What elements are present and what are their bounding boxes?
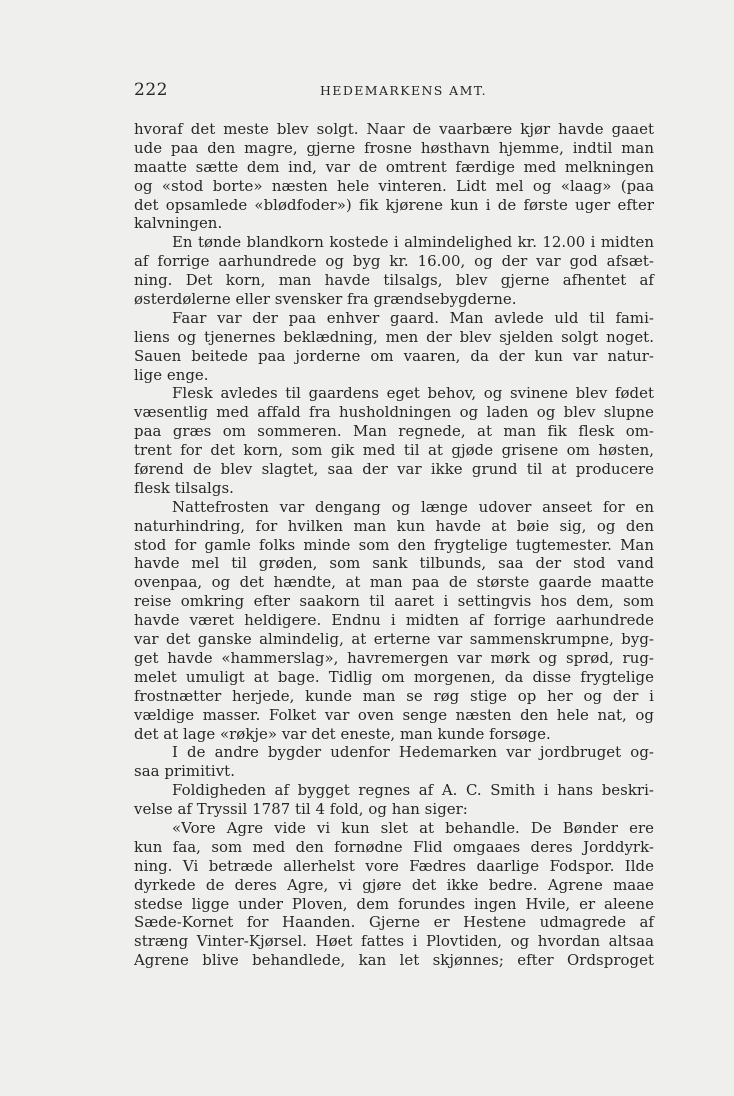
text-line: reise omkring efter saakorn til aaret i settingvis hos dem, som — [134, 592, 654, 611]
text-line: ude paa den magre, gjerne frosne høsthavn hjemme, indtil man — [134, 138, 654, 157]
text-line: velse af Tryssil 1787 til 4 fold, og han siger: — [134, 800, 468, 819]
text-line: var det ganske almindelig, at erterne var sammenskrumpne, byg- — [134, 630, 654, 649]
text-line: Faar var der paa enhver gaard. Man avlede uld til fami- — [172, 308, 654, 327]
text-line: Sauen beitede paa jorderne om vaaren, da der kun var natur- — [134, 346, 654, 365]
text-line: Flesk avledes til gaardens eget behov, og svinene blev fødet — [172, 384, 654, 403]
text-line: kalvningen. — [134, 214, 223, 233]
text-line: I de andre bygder udenfor Hedemarken var jordbruget og- — [172, 743, 654, 762]
text-line: dyrkede de deres Agre, vi gjøre det ikke bedre. Agrene maae — [134, 875, 654, 894]
text-line: flesk tilsalgs. — [134, 478, 234, 497]
text-line: get havde «hammerslag», havremergen var mørk og sprød, rug- — [134, 648, 654, 667]
text-line: væsentlig med affald fra husholdningen og laden og blev slupne — [134, 403, 654, 422]
text-line: kun faa, som med den fornødne Flid omgaaes deres Jorddyrk- — [134, 837, 654, 856]
text-line: «Vore Agre vide vi kun slet at behandle. De Bønder ere — [172, 818, 654, 837]
text-line: havde mel til grøden, som sank tilbunds, saa der stod vand — [134, 554, 654, 573]
text-line: og «stod borte» næsten hele vinteren. Lidt mel og «laag» (paa — [134, 176, 654, 195]
text-line: stræng Vinter-Kjørsel. Høet fattes i Plovtiden, og hvordan altsaa — [134, 932, 654, 951]
text-line: af forrige aarhundrede og byg kr. 16.00, og der var god afsæt- — [134, 252, 654, 271]
text-line: lige enge. — [134, 365, 209, 384]
text-line: stod for gamle folks minde som den frygtelige tugtemester. Man — [134, 535, 654, 554]
text-line: vældige masser. Folket var oven senge næsten den hele nat, og — [134, 705, 654, 724]
running-title: HEDEMARKENS AMT. — [320, 83, 488, 98]
text-line: østerdølerne eller svensker fra grændsebygderne. — [134, 290, 517, 309]
text-line: frostnætter herjede, kunde man se røg stige op her og der i — [134, 686, 654, 705]
text-line: det at lage «røkje» var det eneste, man kunde forsøge. — [134, 724, 551, 743]
text-line: naturhindring, for hvilken man kun havde at bøie sig, og den — [134, 516, 654, 535]
text-line: Agrene blive behandlede, kan let skjønnes; efter Ordsproget — [134, 951, 654, 970]
body-text — [134, 120, 654, 970]
page-number: 222 — [134, 80, 168, 100]
text-line: Foldigheden af bygget regnes af A. C. Smith i hans beskri- — [172, 781, 654, 800]
text-line: stedse ligge under Ploven, dem forundes ingen Hvile, er aleene — [134, 894, 654, 913]
text-line: liens og tjenernes beklædning, men der blev sjelden solgt noget. — [134, 327, 654, 346]
text-line: ning. Det korn, man havde tilsalgs, blev gjerne afhentet af — [134, 271, 654, 290]
text-line: Nattefrosten var dengang og længe udover anseet for en — [172, 497, 654, 516]
text-line: ning. Vi betræde allerhelst vore Fædres daarlige Fodspor. Ilde — [134, 856, 654, 875]
text-line: saa primitivt. — [134, 762, 236, 781]
text-line: hvoraf det meste blev solgt. Naar de vaarbære kjør havde gaaet — [134, 120, 654, 138]
text-line: maatte sætte dem ind, var de omtrent færdige med melkningen — [134, 157, 654, 176]
text-line: paa græs om sommeren. Man regnede, at man fik flesk om- — [134, 422, 654, 441]
text-line: førend de blev slagtet, saa der var ikke grund til at producere — [134, 460, 654, 479]
text-line: havde været heldigere. Endnu i midten af forrige aarhundrede — [134, 611, 654, 630]
text-line: Sæde-Kornet for Haanden. Gjerne er Hestene udmagrede af — [134, 913, 654, 932]
text-line: det opsamlede «blødfoder») fik kjørene kun i de første uger efter — [134, 195, 654, 214]
text-line: melet umuligt at bage. Tidlig om morgenen, da disse frygtelige — [134, 667, 654, 686]
text-line: ovenpaa, og det hændte, at man paa de største gaarde maatte — [134, 573, 654, 592]
page-header — [134, 80, 654, 102]
text-line: trent for det korn, som gik med til at gjøde grisene om høsten, — [134, 441, 654, 460]
text-line: En tønde blandkorn kostede i almindelighed kr. 12.00 i midten — [172, 233, 654, 252]
